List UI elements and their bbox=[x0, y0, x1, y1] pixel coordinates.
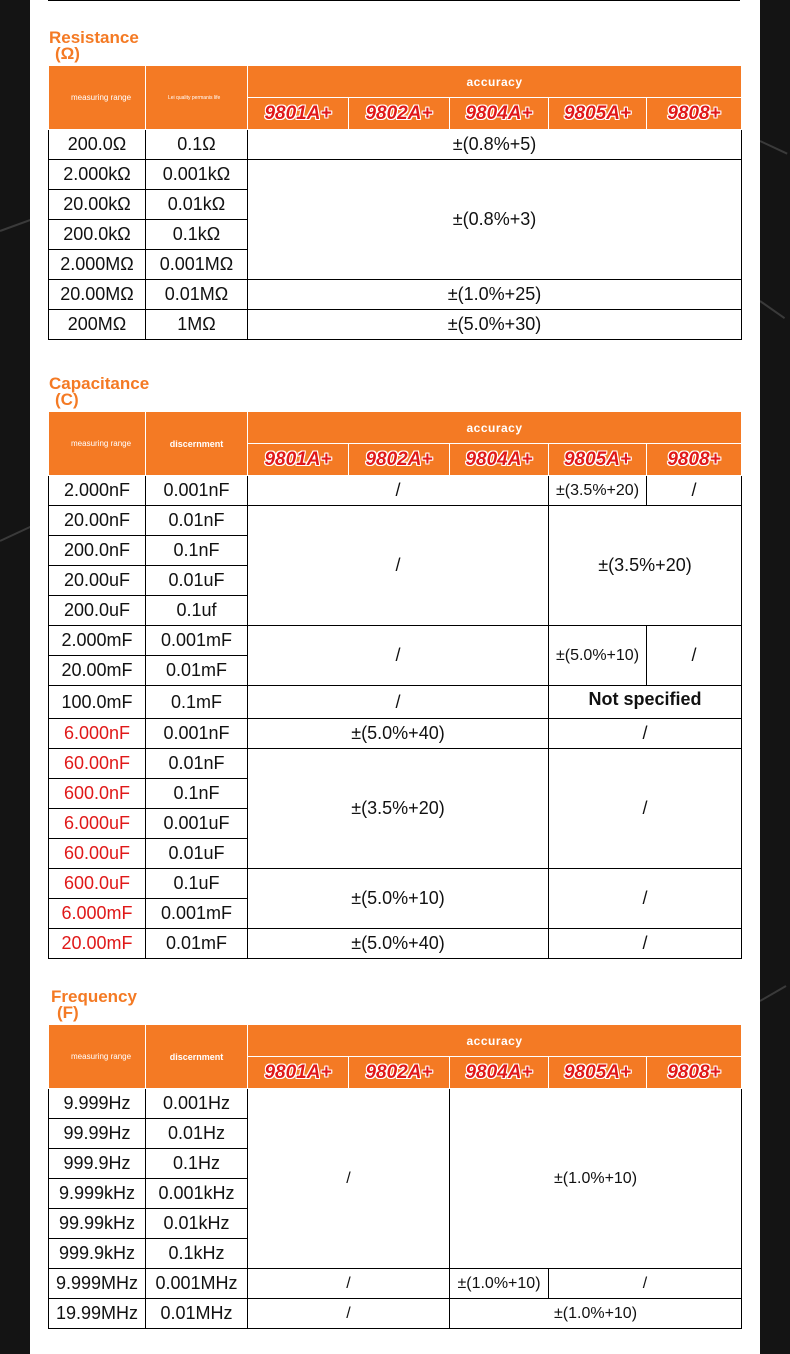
section-symbol: (F) bbox=[57, 1003, 79, 1022]
model-header: 9808+ bbox=[647, 98, 742, 130]
range-cell: 9.999MHz bbox=[49, 1269, 146, 1299]
range-cell: 9.999Hz bbox=[49, 1089, 146, 1119]
resolution-cell: 0.1nF bbox=[146, 536, 248, 566]
range-cell: 6.000uF bbox=[49, 809, 146, 839]
range-cell: 100.0mF bbox=[49, 686, 146, 719]
range-cell: 2.000MΩ bbox=[49, 250, 146, 280]
accuracy-cell: / bbox=[248, 506, 549, 626]
table-row bbox=[49, 929, 742, 959]
model-header: 9808+ bbox=[647, 1057, 742, 1089]
header-row bbox=[49, 412, 742, 444]
resolution-cell: 0.001uF bbox=[146, 809, 248, 839]
range-header: measuring range bbox=[49, 1025, 146, 1089]
resolution-cell: 0.001kHz bbox=[146, 1179, 248, 1209]
accuracy-cell: ±(5.0%+30) bbox=[248, 310, 742, 340]
resolution-cell: 0.01MHz bbox=[146, 1299, 248, 1329]
accuracy-cell: ±(0.8%+3) bbox=[248, 160, 742, 280]
table-row bbox=[49, 160, 742, 190]
range-cell: 200.0uF bbox=[49, 596, 146, 626]
header-row bbox=[49, 1025, 742, 1057]
resolution-cell: 0.01nF bbox=[146, 506, 248, 536]
resolution-cell: 0.1nF bbox=[146, 779, 248, 809]
accuracy-cell: / bbox=[248, 1089, 450, 1269]
resolution-cell: 0.001nF bbox=[146, 719, 248, 749]
header-row bbox=[49, 66, 742, 98]
resistance-table bbox=[48, 65, 742, 340]
model-header: 9808+ bbox=[647, 444, 742, 476]
range-cell: 20.00mF bbox=[49, 929, 146, 959]
section-title-text: Capacitance bbox=[49, 374, 150, 393]
not-specified-cell: Not specified bbox=[549, 686, 742, 719]
section-title-text: Frequency bbox=[51, 987, 137, 1006]
range-cell: 200MΩ bbox=[49, 310, 146, 340]
accuracy-cell: ±(1.0%+10) bbox=[450, 1089, 742, 1269]
frequency-table bbox=[48, 1024, 742, 1329]
section-title-text: Resistance bbox=[49, 28, 139, 47]
resolution-cell: 0.01uF bbox=[146, 839, 248, 869]
capacitance-table bbox=[48, 411, 742, 959]
resolution-cell: 0.001Hz bbox=[146, 1089, 248, 1119]
background-streak bbox=[760, 140, 788, 154]
resolution-cell: 0.001MHz bbox=[146, 1269, 248, 1299]
range-cell: 99.99kHz bbox=[49, 1209, 146, 1239]
accuracy-cell: ±(1.0%+10) bbox=[450, 1269, 549, 1299]
resolution-cell: 0.1uf bbox=[146, 596, 248, 626]
model-header: 9804A+ bbox=[450, 98, 549, 130]
section-title bbox=[49, 376, 149, 408]
range-cell: 2.000nF bbox=[49, 476, 146, 506]
resolution-cell: 0.1kHz bbox=[146, 1239, 248, 1269]
table-row bbox=[49, 476, 742, 506]
table-row bbox=[49, 869, 742, 899]
table-row bbox=[49, 130, 742, 160]
section-symbol: (Ω) bbox=[55, 44, 80, 63]
range-cell: 20.00nF bbox=[49, 506, 146, 536]
accuracy-cell: / bbox=[549, 1269, 742, 1299]
model-header: 9801A+ bbox=[248, 1057, 349, 1089]
resolution-cell: 0.1uF bbox=[146, 869, 248, 899]
range-cell: 19.99MHz bbox=[49, 1299, 146, 1329]
resolution-cell: 0.01mF bbox=[146, 929, 248, 959]
range-cell: 600.0nF bbox=[49, 779, 146, 809]
accuracy-cell: / bbox=[248, 476, 549, 506]
range-header: measuring range bbox=[49, 412, 146, 476]
range-cell: 9.999kHz bbox=[49, 1179, 146, 1209]
accuracy-cell: ±(3.5%+20) bbox=[248, 749, 549, 869]
range-cell: 99.99Hz bbox=[49, 1119, 146, 1149]
accuracy-cell: ±(5.0%+10) bbox=[248, 869, 549, 929]
accuracy-cell: / bbox=[549, 749, 742, 869]
accuracy-header: accuracy bbox=[248, 412, 742, 444]
accuracy-cell: ±(1.0%+25) bbox=[248, 280, 742, 310]
accuracy-cell: / bbox=[248, 1299, 450, 1329]
accuracy-cell: ±(5.0%+10) bbox=[549, 626, 647, 686]
accuracy-header: accuracy bbox=[248, 1025, 742, 1057]
range-cell: 20.00kΩ bbox=[49, 190, 146, 220]
resolution-cell: 0.001nF bbox=[146, 476, 248, 506]
resolution-cell: 0.001mF bbox=[146, 626, 248, 656]
model-header: 9801A+ bbox=[248, 444, 349, 476]
resolution-cell: 0.1Hz bbox=[146, 1149, 248, 1179]
range-cell: 20.00MΩ bbox=[49, 280, 146, 310]
background-streak bbox=[0, 526, 31, 542]
range-header: measuring range bbox=[49, 66, 146, 130]
accuracy-cell: ±(5.0%+40) bbox=[248, 929, 549, 959]
accuracy-cell: / bbox=[248, 686, 549, 719]
table-row bbox=[49, 686, 742, 719]
range-cell: 600.0uF bbox=[49, 869, 146, 899]
range-cell: 60.00nF bbox=[49, 749, 146, 779]
resolution-cell: 0.01Hz bbox=[146, 1119, 248, 1149]
table-row bbox=[49, 1269, 742, 1299]
resolution-cell: 0.01uF bbox=[146, 566, 248, 596]
resolution-header: discernment bbox=[146, 1025, 248, 1089]
table-row bbox=[49, 749, 742, 779]
accuracy-cell: ±(3.5%+20) bbox=[549, 506, 742, 626]
resolution-cell: 0.1mF bbox=[146, 686, 248, 719]
resolution-cell: 0.01mF bbox=[146, 656, 248, 686]
resolution-cell: 0.01kΩ bbox=[146, 190, 248, 220]
accuracy-cell: / bbox=[647, 476, 742, 506]
model-header: 9802A+ bbox=[349, 1057, 450, 1089]
accuracy-cell: ±(0.8%+5) bbox=[248, 130, 742, 160]
accuracy-cell: ±(5.0%+40) bbox=[248, 719, 549, 749]
table-row bbox=[49, 719, 742, 749]
range-cell: 6.000nF bbox=[49, 719, 146, 749]
model-header: 9802A+ bbox=[349, 98, 450, 130]
section-title bbox=[51, 989, 137, 1021]
table-row bbox=[49, 1089, 742, 1119]
accuracy-cell: / bbox=[248, 626, 549, 686]
table-row bbox=[49, 626, 742, 656]
accuracy-cell: / bbox=[549, 869, 742, 929]
resolution-cell: 0.1Ω bbox=[146, 130, 248, 160]
table-row bbox=[49, 506, 742, 536]
accuracy-cell: / bbox=[647, 626, 742, 686]
spec-sheet bbox=[30, 0, 760, 1354]
range-cell: 200.0kΩ bbox=[49, 220, 146, 250]
section-title bbox=[49, 30, 139, 62]
table-row bbox=[49, 310, 742, 340]
range-cell: 200.0nF bbox=[49, 536, 146, 566]
resolution-cell: 0.001kΩ bbox=[146, 160, 248, 190]
accuracy-cell: / bbox=[549, 719, 742, 749]
resolution-cell: 0.001MΩ bbox=[146, 250, 248, 280]
resolution-cell: 0.1kΩ bbox=[146, 220, 248, 250]
accuracy-cell: ±(3.5%+20) bbox=[549, 476, 647, 506]
accuracy-cell: / bbox=[248, 1269, 450, 1299]
background-streak bbox=[760, 985, 787, 1002]
range-cell: 2.000kΩ bbox=[49, 160, 146, 190]
model-header: 9804A+ bbox=[450, 444, 549, 476]
range-cell: 999.9Hz bbox=[49, 1149, 146, 1179]
resolution-header: discernment bbox=[146, 412, 248, 476]
accuracy-cell: / bbox=[549, 929, 742, 959]
resolution-cell: 1MΩ bbox=[146, 310, 248, 340]
range-cell: 200.0Ω bbox=[49, 130, 146, 160]
model-header: 9805A+ bbox=[549, 1057, 647, 1089]
background-streak bbox=[759, 300, 785, 319]
model-header: 9805A+ bbox=[549, 98, 647, 130]
resolution-cell: 0.01kHz bbox=[146, 1209, 248, 1239]
model-header: 9802A+ bbox=[349, 444, 450, 476]
accuracy-cell: ±(1.0%+10) bbox=[450, 1299, 742, 1329]
accuracy-header: accuracy bbox=[248, 66, 742, 98]
table-row bbox=[49, 280, 742, 310]
range-cell: 20.00uF bbox=[49, 566, 146, 596]
section-symbol: (C) bbox=[55, 390, 79, 409]
model-header: 9801A+ bbox=[248, 98, 349, 130]
range-cell: 60.00uF bbox=[49, 839, 146, 869]
resolution-cell: 0.01MΩ bbox=[146, 280, 248, 310]
model-header: 9805A+ bbox=[549, 444, 647, 476]
range-cell: 999.9kHz bbox=[49, 1239, 146, 1269]
table-row bbox=[49, 1299, 742, 1329]
model-header: 9804A+ bbox=[450, 1057, 549, 1089]
range-cell: 20.00mF bbox=[49, 656, 146, 686]
resolution-cell: 0.001mF bbox=[146, 899, 248, 929]
resolution-header: Lei quality permanis life bbox=[146, 66, 248, 130]
top-rule bbox=[48, 0, 740, 1]
resolution-cell: 0.01nF bbox=[146, 749, 248, 779]
range-cell: 6.000mF bbox=[49, 899, 146, 929]
range-cell: 2.000mF bbox=[49, 626, 146, 656]
